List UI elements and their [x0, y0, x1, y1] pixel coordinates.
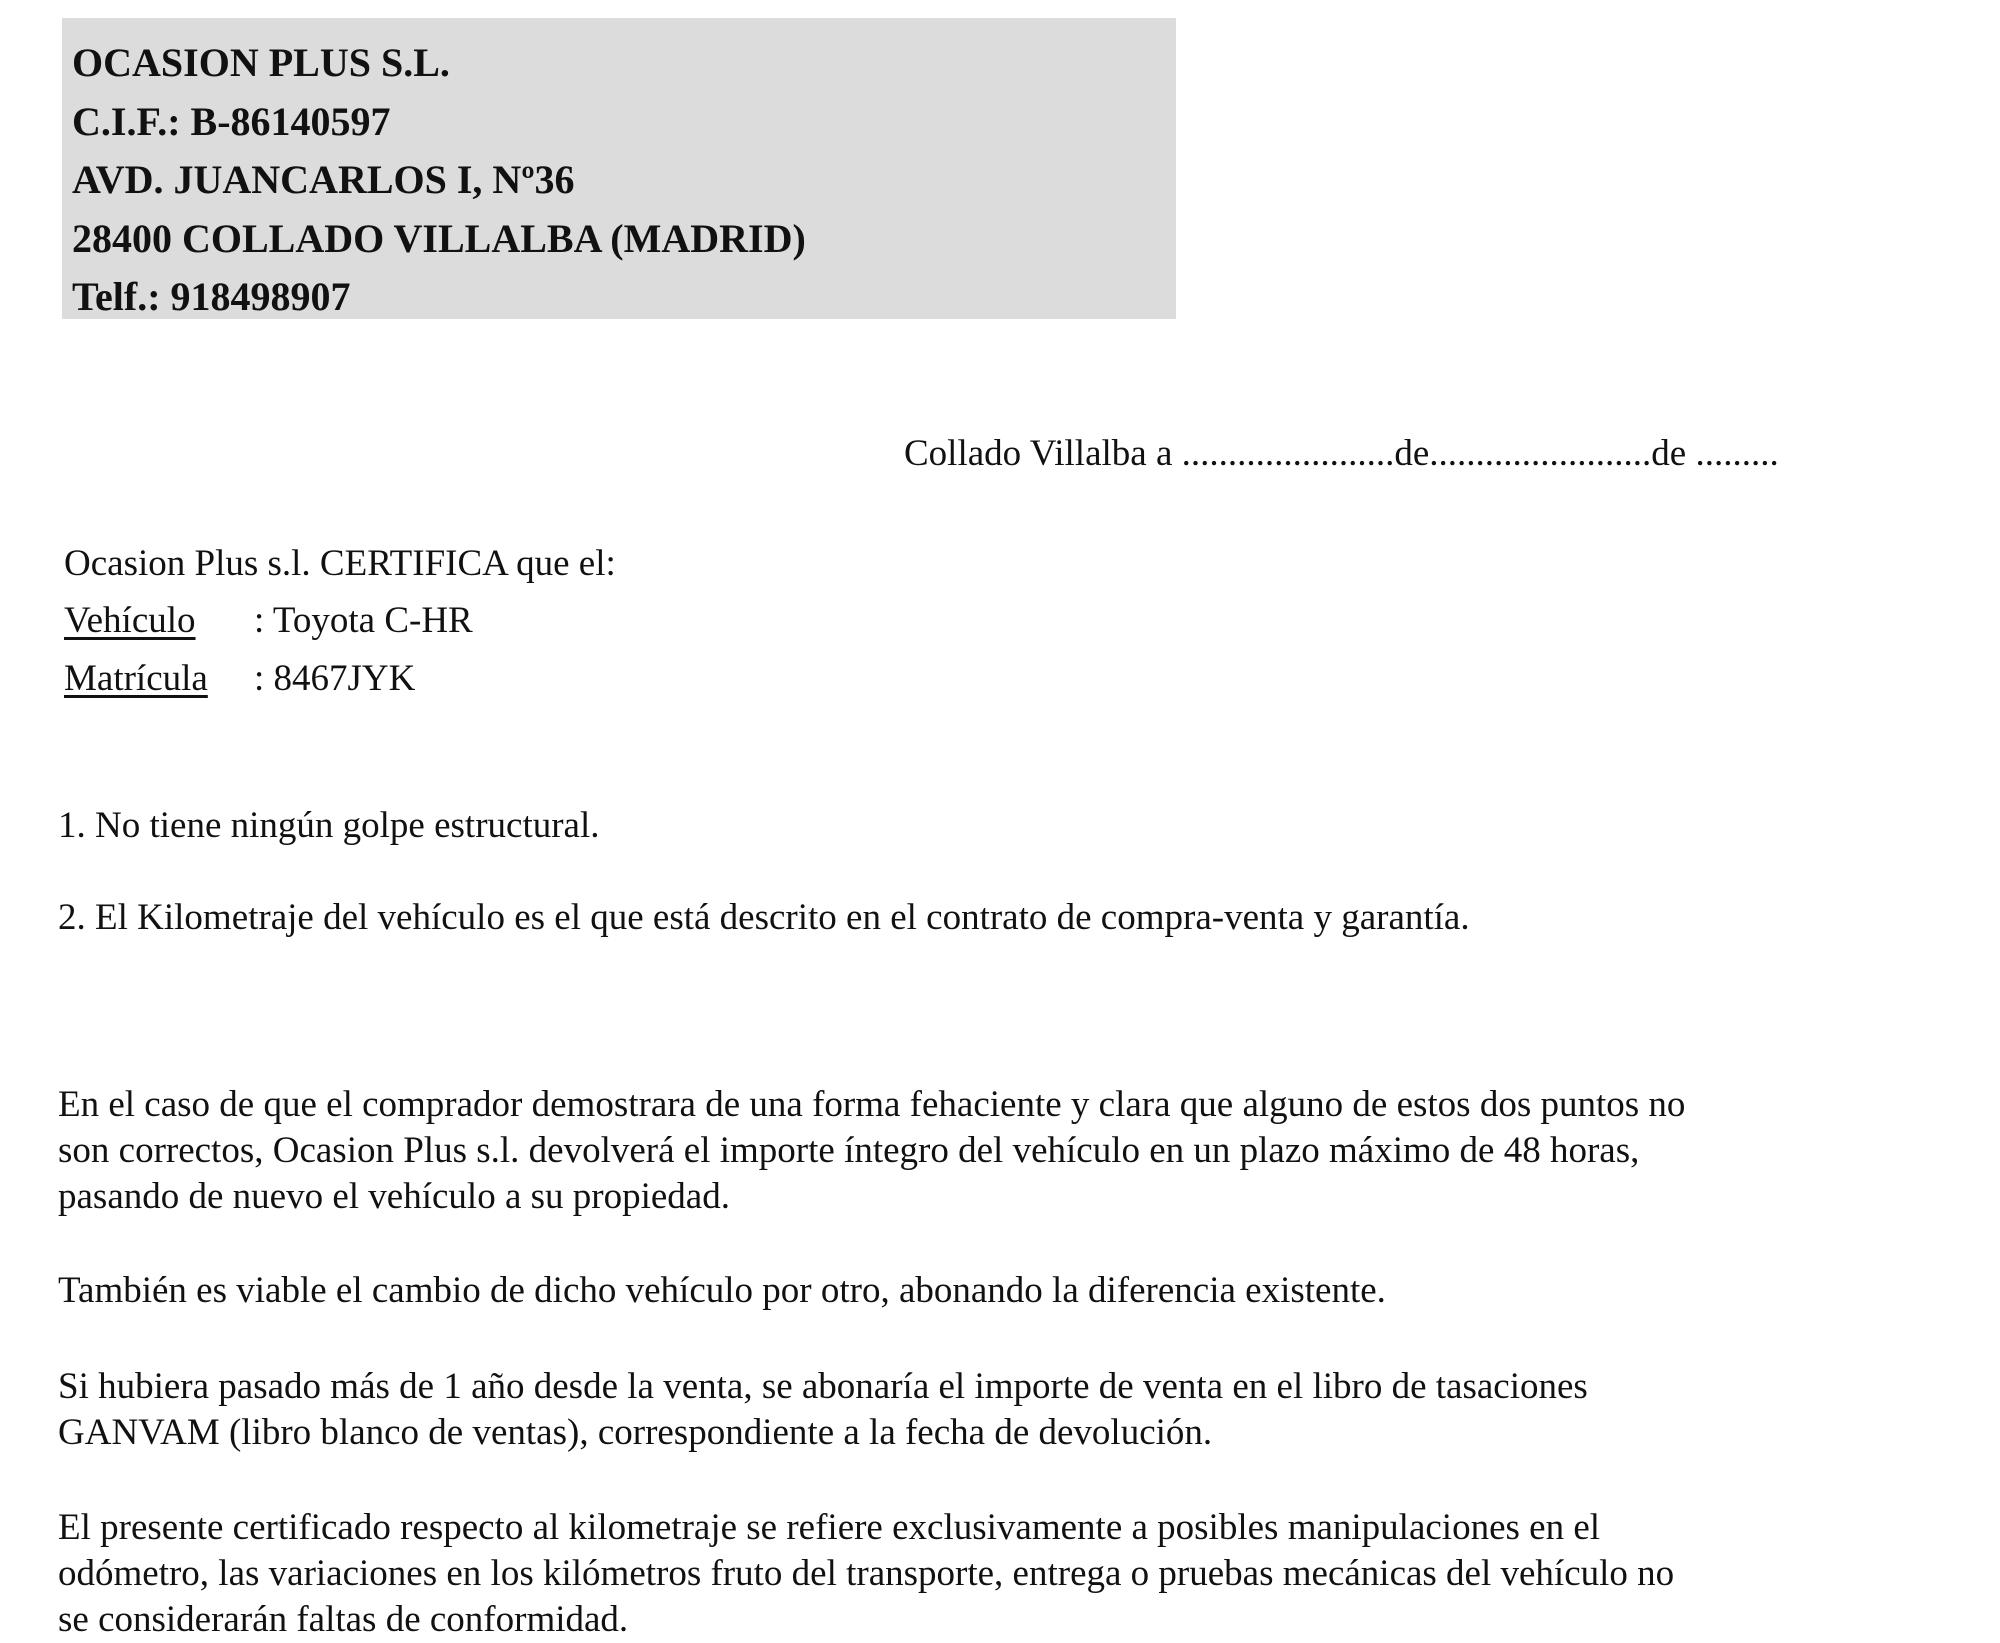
paragraph-line: son correctos, Ocasion Plus s.l. devolverá el importe íntegro del vehículo en un plazo máximo de 48 horas, — [58, 1130, 1640, 1171]
paragraph-line: se considerarán faltas de conformidad. — [58, 1599, 629, 1640]
paragraph-line: En el caso de que el comprador demostrara de una forma fehaciente y clara que alguno de estos dos puntos no — [58, 1084, 1686, 1125]
certified-point-1: 1. No tiene ningún golpe estructural. — [58, 805, 600, 846]
paragraph-line: Si hubiera pasado más de 1 año desde la venta, se abonaría el importe de venta en el libro de tasaciones — [58, 1366, 1588, 1407]
vehicle-value: : Toyota C-HR — [254, 600, 473, 641]
paragraph-line: GANVAM (libro blanco de ventas), correspondiente a la fecha de devolución. — [58, 1412, 1213, 1453]
certificate-intro: Ocasion Plus s.l. CERTIFICA que el: — [64, 543, 616, 584]
paragraph-refund — [58, 1082, 1958, 1220]
paragraph-line: También es viable el cambio de dicho vehículo por otro, abonando la diferencia existente. — [58, 1270, 1386, 1311]
plate-value: : 8467JYK — [254, 658, 416, 699]
paragraph-line: pasando de nuevo el vehículo a su propiedad. — [58, 1176, 730, 1217]
plate-label: Matrícula — [64, 658, 208, 699]
paragraph-ganvam — [58, 1364, 1958, 1456]
company-header-box — [62, 18, 1176, 319]
vehicle-row — [64, 592, 473, 650]
paragraph-odometer — [58, 1505, 1958, 1643]
certified-point-2: 2. El Kilometraje del vehículo es el que está descrito en el contrato de compra-venta y garantía. — [58, 897, 1470, 938]
paragraph-line: El presente certificado respecto al kilometraje se refiere exclusivamente a posibles manipulaciones en el — [58, 1507, 1601, 1548]
paragraph-exchange — [58, 1268, 1958, 1314]
company-address: AVD. JUANCARLOS I, Nº36 — [72, 157, 575, 202]
plate-row — [64, 650, 415, 708]
paragraph-line: odómetro, las variaciones en los kilómetros fruto del transporte, entrega o pruebas mecánicas del vehículo no — [58, 1553, 1675, 1594]
company-city: 28400 COLLADO VILLALBA (MADRID) — [72, 215, 806, 261]
date-line: Collado Villalba a .......................de........................de ......... — [904, 433, 1779, 474]
company-cif: C.I.F.: B-86140597 — [72, 98, 391, 144]
company-phone: Telf.: 918498907 — [72, 274, 351, 319]
vehicle-label: Vehículo — [64, 600, 196, 641]
company-name: OCASION PLUS S.L. — [72, 40, 450, 85]
